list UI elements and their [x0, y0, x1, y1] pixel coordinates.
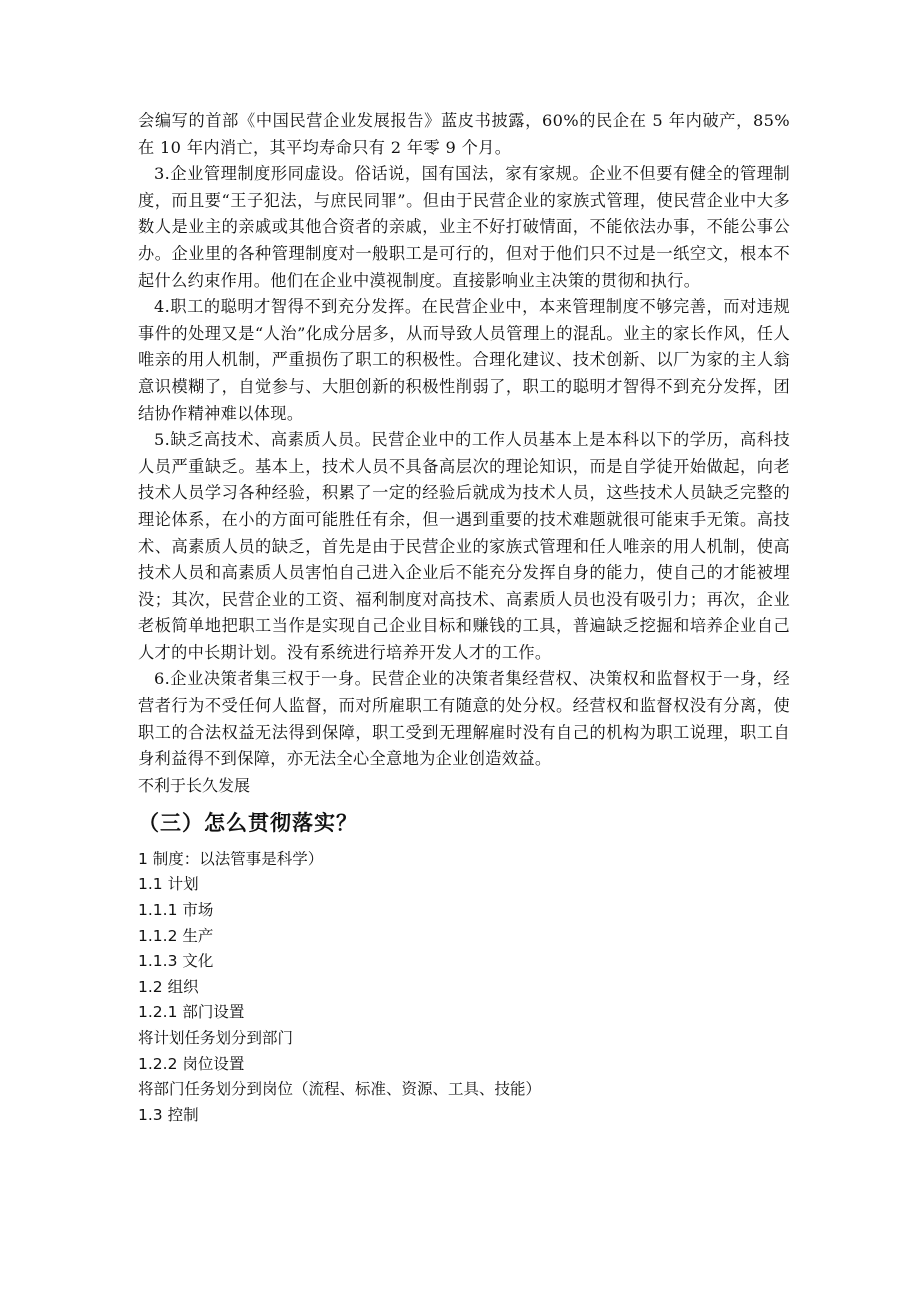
- outline-item: 将计划任务划分到部门: [138, 1029, 294, 1047]
- outline-item: 1.1.1 市场: [138, 901, 214, 920]
- outline-item: 1.1.2 生产: [138, 926, 214, 945]
- paragraph-point-3: 3.企业管理制度形同虚设。俗话说，国有国法，家有家规。企业不但要有健全的管理制度，而且要“王子犯法，与庶民同罪”。但由于民营企业的家族式管理，使民营企业中大多数人是业主的亲戚或其他合资者的亲戚，业主不好打破情面，不能依法办事，不能公事公办。企业里的各种管理制度对一般职工是可行的，但对于他们只不过是一纸空文，根本不起什么约束作用。他们在企业中漠视制度。直接影响业主决策的贯彻和执行。: [138, 164, 790, 290]
- outline-item: 1.2 组织: [138, 977, 199, 996]
- outline-item: 1 制度：以法管事是科学）: [138, 849, 324, 868]
- document-page: [138, 108, 790, 1128]
- outline-item: 将部门任务划分到岗位（流程、标准、资源、工具、技能）: [138, 1080, 542, 1099]
- outline-item: 1.3 控制: [138, 1105, 199, 1124]
- paragraph-report-stats: 会编写的首部《中国民营企业发展报告》蓝皮书披露，60%的民企在 5 年内破产，85%在 10 年内消亡，其平均寿命只有 2 年零 9 个月。: [138, 111, 790, 157]
- outline-item: 1.1.3 文化: [138, 952, 214, 971]
- outline-item: 1.2.1 部门设置: [138, 1003, 245, 1022]
- outline-item: 1.2.2 岗位设置: [138, 1054, 245, 1073]
- outline-item: 1.1 计划: [138, 875, 199, 894]
- paragraph-point-6: 6.企业决策者集三权于一身。民营企业的决策者集经营权、决策权和监督权于一身，经营者行为不受任何人监督，而对所雇职工有随意的处分权。经营权和监督权没有分离，使职工的合法权益无法得到保障，职工受到无理解雇时没有自己的机构为职工说理，职工自身利益得不到保障，亦无法全心全意地为企业创造效益。: [138, 669, 790, 769]
- tail-line: 不利于长久发展: [138, 775, 251, 795]
- outline-list: [138, 847, 790, 1129]
- paragraph-point-4: 4.职工的聪明才智得不到充分发挥。在民营企业中，本来管理制度不够完善，而对违规事件的处理又是“人治”化成分居多，从而导致人员管理上的混乱。业主的家长作风，任人唯亲的用人机制，严重损伤了职工的积极性。合理化建议、技术创新、以厂为家的主人翁意识模糊了，自觉参与、大胆创新的积极性削弱了，职工的聪明才智得不到充分发挥，团结协作精神难以体现。: [138, 297, 790, 423]
- section-heading: （三）怎么贯彻落实？: [138, 809, 358, 835]
- paragraph-point-5: 5.缺乏高技术、高素质人员。民营企业中的工作人员基本上是本科以下的学历，高科技人员严重缺乏。基本上，技术人员不具备高层次的理论知识，而是自学徒开始做起，向老技术人员学习各种经验，积累了一定的经验后就成为技术人员，这些技术人员缺乏完整的理论体系，在小的方面可能胜任有余，但一遇到重要的技术难题就很可能束手无策。高技术、高素质人员的缺乏，首先是由于民营企业的家族式管理和任人唯亲的用人机制，使高技术人员和高素质人员害怕自己进入企业后不能充分发挥自身的能力，使自己的才能被埋没；其次，民营企业的工资、福利制度对高技术、高素质人员也没有吸引力；再次，企业老板简单地把职工当作是实现自己企业目标和赚钱的工具，普遍缺乏挖掘和培养企业自己人才的中长期计划。没有系统进行培养开发人才的工作。: [138, 430, 790, 662]
